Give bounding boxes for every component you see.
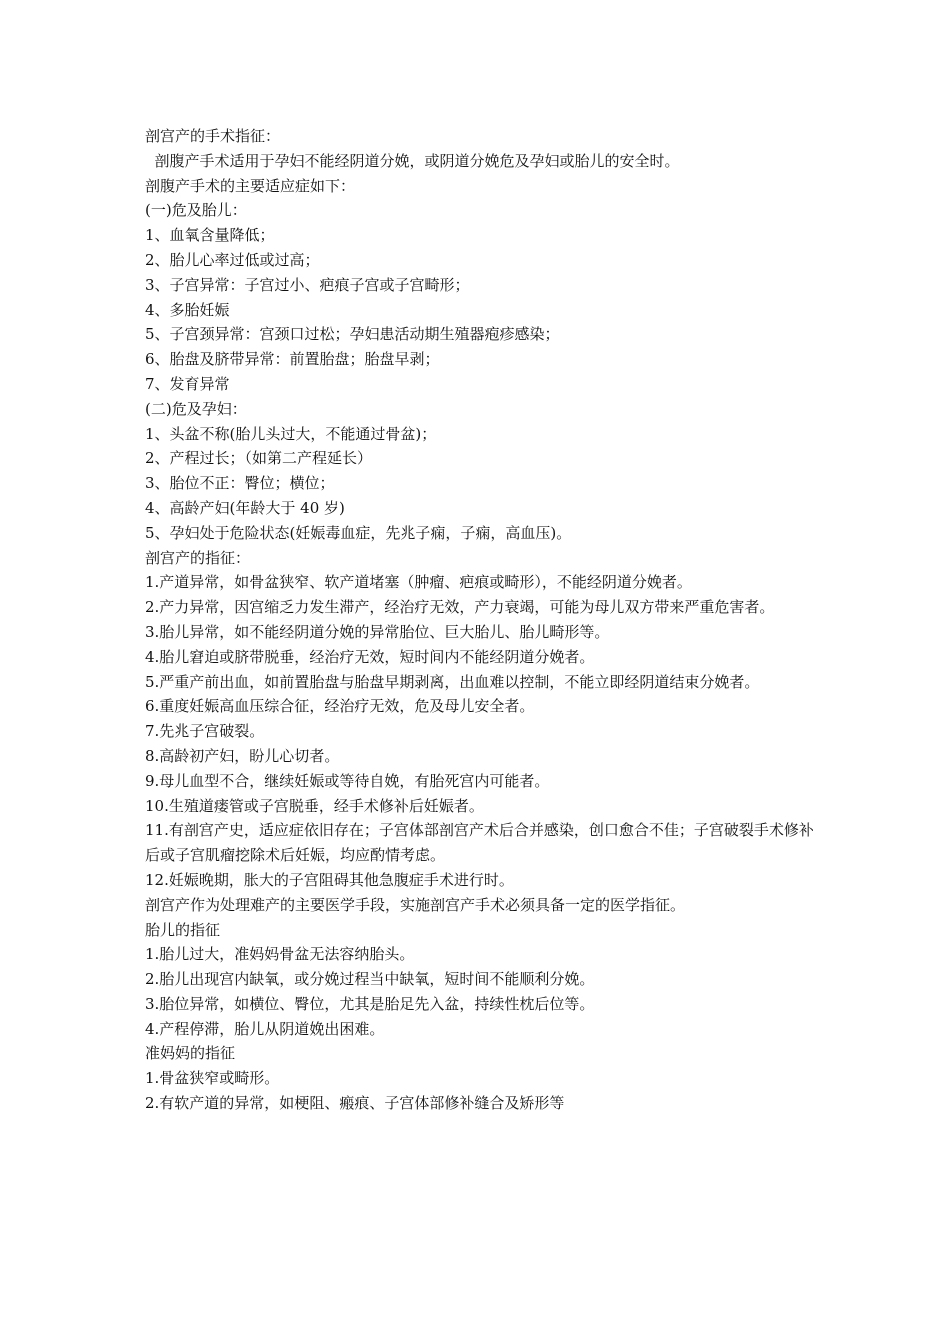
paragraph-summary: 剖宫产作为处理难产的主要医学手段，实施剖宫产手术必须具备一定的医学指征。 [145,895,686,914]
list-item: 5、孕妇处于危险状态(妊娠毒血症，先兆子痫，子痫，高血压)。 [145,523,572,542]
list-item: 2、产程过长；（如第二产程延长） [145,449,373,468]
list-item: 5、子宫颈异常：宫颈口过松；孕妇患活动期生殖器疱疹感染； [145,325,560,344]
list-item: 4、高龄产妇(年龄大于 40 岁) [145,498,345,517]
list-item: 3.胎位异常，如横位、臀位，尤其是胎足先入盆，持续性枕后位等。 [145,994,595,1013]
paragraph-intro: 剖腹产手术适用于孕妇不能经阴道分娩，或阴道分娩危及孕妇或胎儿的安全时。 [145,151,680,170]
heading-cesarean-indications: 剖宫产的指征： [145,548,251,567]
list-item: 2.胎儿出现宫内缺氧，或分娩过程当中缺氧，短时间不能顺利分娩。 [145,970,595,989]
list-item: 3、胎位不正：臀位；横位； [145,474,335,493]
list-item: 1、血氧含量降低； [145,226,275,245]
list-item: 2.有软产道的异常，如梗阻、瘢痕、子宫体部修补缝合及矫形等 [145,1094,565,1113]
list-item: 3.胎儿异常，如不能经阴道分娩的异常胎位、巨大胎儿、胎儿畸形等。 [145,622,610,641]
section-fetal-risk: (一)危及胎儿： [145,201,247,220]
section-maternal-risk: (二)危及孕妇： [145,399,247,418]
document-body [145,124,815,1116]
heading-maternal-indications: 准妈妈的指征 [145,1044,236,1063]
list-item: 12.妊娠晚期，胀大的子宫阻碍其他急腹症手术进行时。 [145,870,514,889]
list-item: 10.生殖道瘘管或子宫脱垂，经手术修补后妊娠者。 [145,796,484,815]
list-item: 6、胎盘及脐带异常：前置胎盘；胎盘早剥； [145,350,440,369]
list-item: 1.产道异常，如骨盆狭窄、软产道堵塞（肿瘤、疤痕或畸形），不能经阴道分娩者。 [145,573,692,592]
list-item: 4、多胎妊娠 [145,300,230,319]
list-item: 4.胎儿窘迫或脐带脱垂，经治疗无效，短时间内不能经阴道分娩者。 [145,647,595,666]
list-item: 1.胎儿过大，准妈妈骨盆无法容纳胎头。 [145,945,415,964]
list-item: 5.严重产前出血，如前置胎盘与胎盘早期剥离，出血难以控制，不能立即经阴道结束分娩者。 [145,672,760,691]
heading-indications: 剖宫产的手术指征： [145,127,281,145]
list-item: 2、胎儿心率过低或过高； [145,250,320,269]
list-item: 9.母儿血型不合，继续妊娠或等待自娩，有胎死宫内可能者。 [145,771,550,790]
heading-main-indications: 剖腹产手术的主要适应症如下： [145,176,356,195]
list-item: 7、发育异常 [145,374,230,393]
list-item: 7.先兆子宫破裂。 [145,722,265,741]
list-item: 3、子宫异常：子宫过小、疤痕子宫或子宫畸形； [145,275,470,294]
list-item: 11.有剖宫产史，适应症依旧存在；子宫体部剖宫产术后合并感染，创口愈合不佳；子宫破裂手术修补后或子宫肌瘤挖除术后妊娠，均应酌情考虑。 [145,821,814,865]
list-item: 1、头盆不称(胎儿头过大，不能通过骨盆)； [145,424,437,443]
list-item: 2.产力异常，因宫缩乏力发生滞产，经治疗无效，产力衰竭，可能为母儿双方带来严重危害者。 [145,598,775,617]
list-item: 1.骨盆狭窄或畸形。 [145,1069,280,1088]
list-item: 8.高龄初产妇，盼儿心切者。 [145,746,340,765]
list-item: 4.产程停滞，胎儿从阴道娩出困难。 [145,1019,385,1038]
list-item: 6.重度妊娠高血压综合征，经治疗无效，危及母儿安全者。 [145,697,535,716]
heading-fetal-indications: 胎儿的指征 [145,920,221,939]
